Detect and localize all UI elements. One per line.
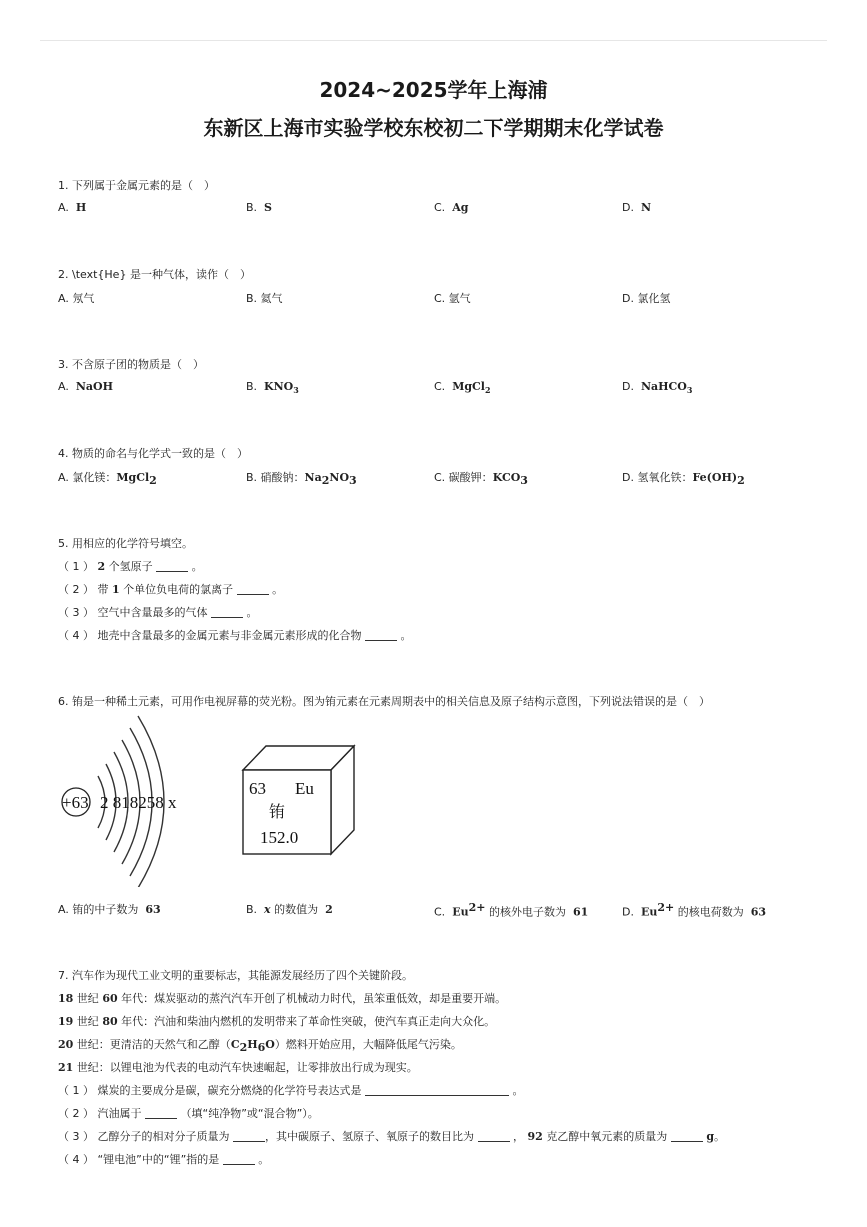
formula-main: KCO [492,471,521,484]
text: 年代：煤炭驱动的蒸汽汽车开创了机械动力时代，虽笨重低效，却是重要开端。 [121,992,507,1005]
option-c[interactable] [434,380,491,395]
question-7-item-4 [58,1151,269,1167]
number: 63 [145,903,161,916]
punctuation: 。 [258,1153,270,1166]
item-text: （ 2 ） 汽油属于 [58,1107,142,1120]
question-5-item-1 [58,558,203,574]
question-7-stem: 7. 汽车作为现代工业文明的重要标志，其能源发展经历了四个关键阶段。 [58,969,413,982]
formula-subscript: 2 [737,474,745,488]
option-label: D. 氢氧化铁： [622,471,693,484]
question-7-item-2 [58,1105,319,1121]
atomic-mass: 152.0 [260,828,299,847]
option-label: B. [246,903,258,916]
option-b[interactable] [246,901,333,917]
formula-main: Eu [452,905,469,919]
question-7-paragraph-2 [58,1013,495,1029]
punctuation: 。 [512,1084,524,1097]
atomic-number: 63 [249,779,266,798]
number: 1 [112,583,120,596]
formula-subscript: 3 [293,385,299,396]
question-2-stem: 2. \text{He} 是一种气体，读作（ ） [58,268,251,281]
variable: x [264,903,271,916]
option-label: D. [622,201,634,214]
number: 61 [572,905,589,919]
punctuation: 。 [272,583,284,596]
question-5-item-3 [58,604,258,620]
unit: g [706,1130,715,1143]
option-text: 的核电荷数为 [677,905,744,919]
number: 2 [325,903,333,916]
question-5-item-2 [58,581,283,597]
element-name: 铕 [269,802,286,821]
option-label: D. [622,380,634,393]
formula-main: Eu [640,905,658,919]
formula-superscript: 2+ [657,901,675,914]
option-d[interactable] [622,380,692,395]
formula-subscript: 2 [485,385,491,396]
answer-blank[interactable] [211,607,243,618]
text: 世纪：更清洁的天然气和乙醇（ [76,1038,231,1051]
formula-main: C [230,1038,240,1051]
item-number: （ 1 ） [58,560,94,573]
text: 年代：汽油和柴油内燃机的发明带来了革命性突破，使汽车真正走向大众化。 [121,1015,496,1028]
formula: H [75,201,87,214]
answer-blank[interactable] [145,1108,177,1119]
formula-subscript: 3 [520,474,528,488]
option-a[interactable] [58,469,157,487]
answer-blank[interactable] [671,1131,703,1142]
option-c[interactable] [434,901,588,920]
formula-main: NaHCO [640,380,687,393]
option-d[interactable] [622,201,651,214]
option-a[interactable]: A. 氖气 [58,292,95,305]
formula-subscript: 2 [239,1041,248,1055]
punctuation: 。 [714,1130,726,1143]
question-6-stem: 6. 铕是一种稀土元素，可用作电视屏幕的荧光粉。图为铕元素在元素周期表中的相关信息及原子结构示意图，下列说法错误的是（ ） [58,695,710,708]
item-text: （ 3 ） 空气中含量最多的气体 [58,606,208,619]
punctuation: 。 [400,629,412,642]
page-title-line-2: 东新区上海市实验学校东校初二下学期期末化学试卷 [203,116,664,140]
option-label: A. 铕的中子数为 [58,903,139,916]
item-text: ，其中碳原子、氢原子、氧原子的数目比为 [265,1130,474,1143]
question-4-stem: 4. 物质的命名与化学式一致的是（ ） [58,447,248,460]
formula: Ag [452,201,469,214]
formula-subscript: 3 [686,385,693,396]
item-text: 个氢原子 [108,560,153,573]
option-label: B. [246,380,258,393]
option-label: C. [434,380,446,393]
formula-main: Na [304,471,322,484]
option-b[interactable] [246,201,272,214]
punctuation: ， [513,1130,524,1143]
question-3-stem: 3. 不含原子团的物质是（ ） [58,358,204,371]
answer-blank[interactable] [478,1131,510,1142]
formula: N [640,201,652,214]
number: 18 [58,992,74,1005]
option-c[interactable]: C. 氩气 [434,292,471,305]
formula [452,380,491,396]
item-text: 克乙醇中氧元素的质量为 [546,1130,668,1143]
text: 世纪：以锂电池为代表的电动汽车快速崛起，让零排放出行成为现实。 [76,1061,418,1074]
option-label: A. 氯化镁： [58,471,117,484]
page-title-line-1: 2024~2025学年上海浦 [319,78,548,102]
option-text: 的核外电子数为 [488,905,566,919]
number: 63 [750,905,767,919]
option-b[interactable] [246,469,357,487]
formula [264,380,299,396]
number: 92 [527,1130,543,1143]
formula-subscript: 2 [149,474,157,488]
option-d[interactable]: D. 氯化氢 [622,292,671,305]
question-7-paragraph-1 [58,990,506,1006]
formula-subscript: 6 [257,1041,266,1055]
element-symbol: Eu [295,779,314,798]
option-label: C. [434,905,446,919]
option-c[interactable] [434,469,528,487]
option-c[interactable] [434,201,468,214]
answer-blank[interactable] [233,1131,265,1142]
option-label: B. 硝酸钠： [246,471,305,484]
option-label: B. [246,201,258,214]
option-label: D. [622,905,634,919]
number: 21 [58,1061,74,1074]
atomic-structure-diagram [56,712,206,887]
option-label: A. [58,201,69,214]
option-b[interactable]: B. 氦气 [246,292,283,305]
formula-main: Fe(OH) [692,471,738,484]
question-5-stem: 5. 用相应的化学符号填空。 [58,537,193,550]
text: ）燃料开始应用，大幅降低尾气污染。 [274,1038,462,1051]
answer-blank[interactable] [156,561,188,572]
formula-main: MgCl [116,471,150,484]
question-7-paragraph-3 [58,1036,462,1054]
item-number: （ 2 ） 带 [58,583,109,596]
punctuation: 。 [246,606,258,619]
item-text: （ 1 ） 煤炭的主要成分是碳，碳充分燃烧的化学符号表达式是 [58,1084,362,1097]
answer-blank[interactable] [223,1154,255,1165]
shell-electron-counts: 2 818258 x [100,793,177,812]
formula-subscript: 2 [321,474,330,488]
option-a[interactable] [58,380,113,393]
formula-superscript: 2+ [468,901,486,914]
formula-main: H [247,1038,258,1051]
item-text: （ 4 ） 地壳中含量最多的金属元素与非金属元素形成的化合物 [58,629,362,642]
answer-blank[interactable] [237,584,269,595]
item-text: 个单位负电荷的氯离子 [123,583,234,596]
formula-main: O [265,1038,275,1051]
number: 19 [58,1015,74,1028]
question-1-stem: 1. 下列属于金属元素的是（ ） [58,179,215,192]
formula-main: KNO [264,380,294,393]
formula-subscript: 3 [349,474,357,488]
answer-blank[interactable] [365,1085,509,1096]
number: 20 [58,1038,74,1051]
formula: NaOH [75,380,113,393]
punctuation: 。 [191,560,203,573]
formula: S [264,201,272,214]
option-text: 的数值为 [274,903,319,916]
question-7-paragraph-4 [58,1059,418,1075]
formula-main: MgCl [452,380,485,393]
answer-blank[interactable] [365,630,397,641]
option-label: C. 碳酸钾： [434,471,493,484]
formula [640,380,693,396]
question-7-item-3 [58,1128,725,1144]
question-5-item-4 [58,627,412,643]
item-text: （ 3 ） 乙醇分子的相对分子质量为 [58,1130,230,1143]
text: 世纪 [76,1015,99,1028]
option-b[interactable] [246,380,299,395]
option-label: A. [58,380,69,393]
item-text: （ 4 ） “锂电池”中的“锂”指的是 [58,1153,220,1166]
item-text: （填“纯净物”或“混合物”）。 [180,1107,319,1120]
nucleus-charge: +63 [62,793,89,812]
option-d[interactable] [622,901,766,920]
option-label: C. [434,201,446,214]
number: 80 [102,1015,118,1028]
option-a[interactable] [58,901,161,917]
option-a[interactable] [58,201,86,214]
text: 世纪 [76,992,99,1005]
number: 60 [102,992,118,1005]
formula-main: NO [329,471,350,484]
top-divider [40,40,827,41]
question-7-item-1 [58,1082,524,1098]
number: 2 [97,560,106,573]
option-d[interactable] [622,469,745,487]
periodic-table-cell [238,740,360,860]
